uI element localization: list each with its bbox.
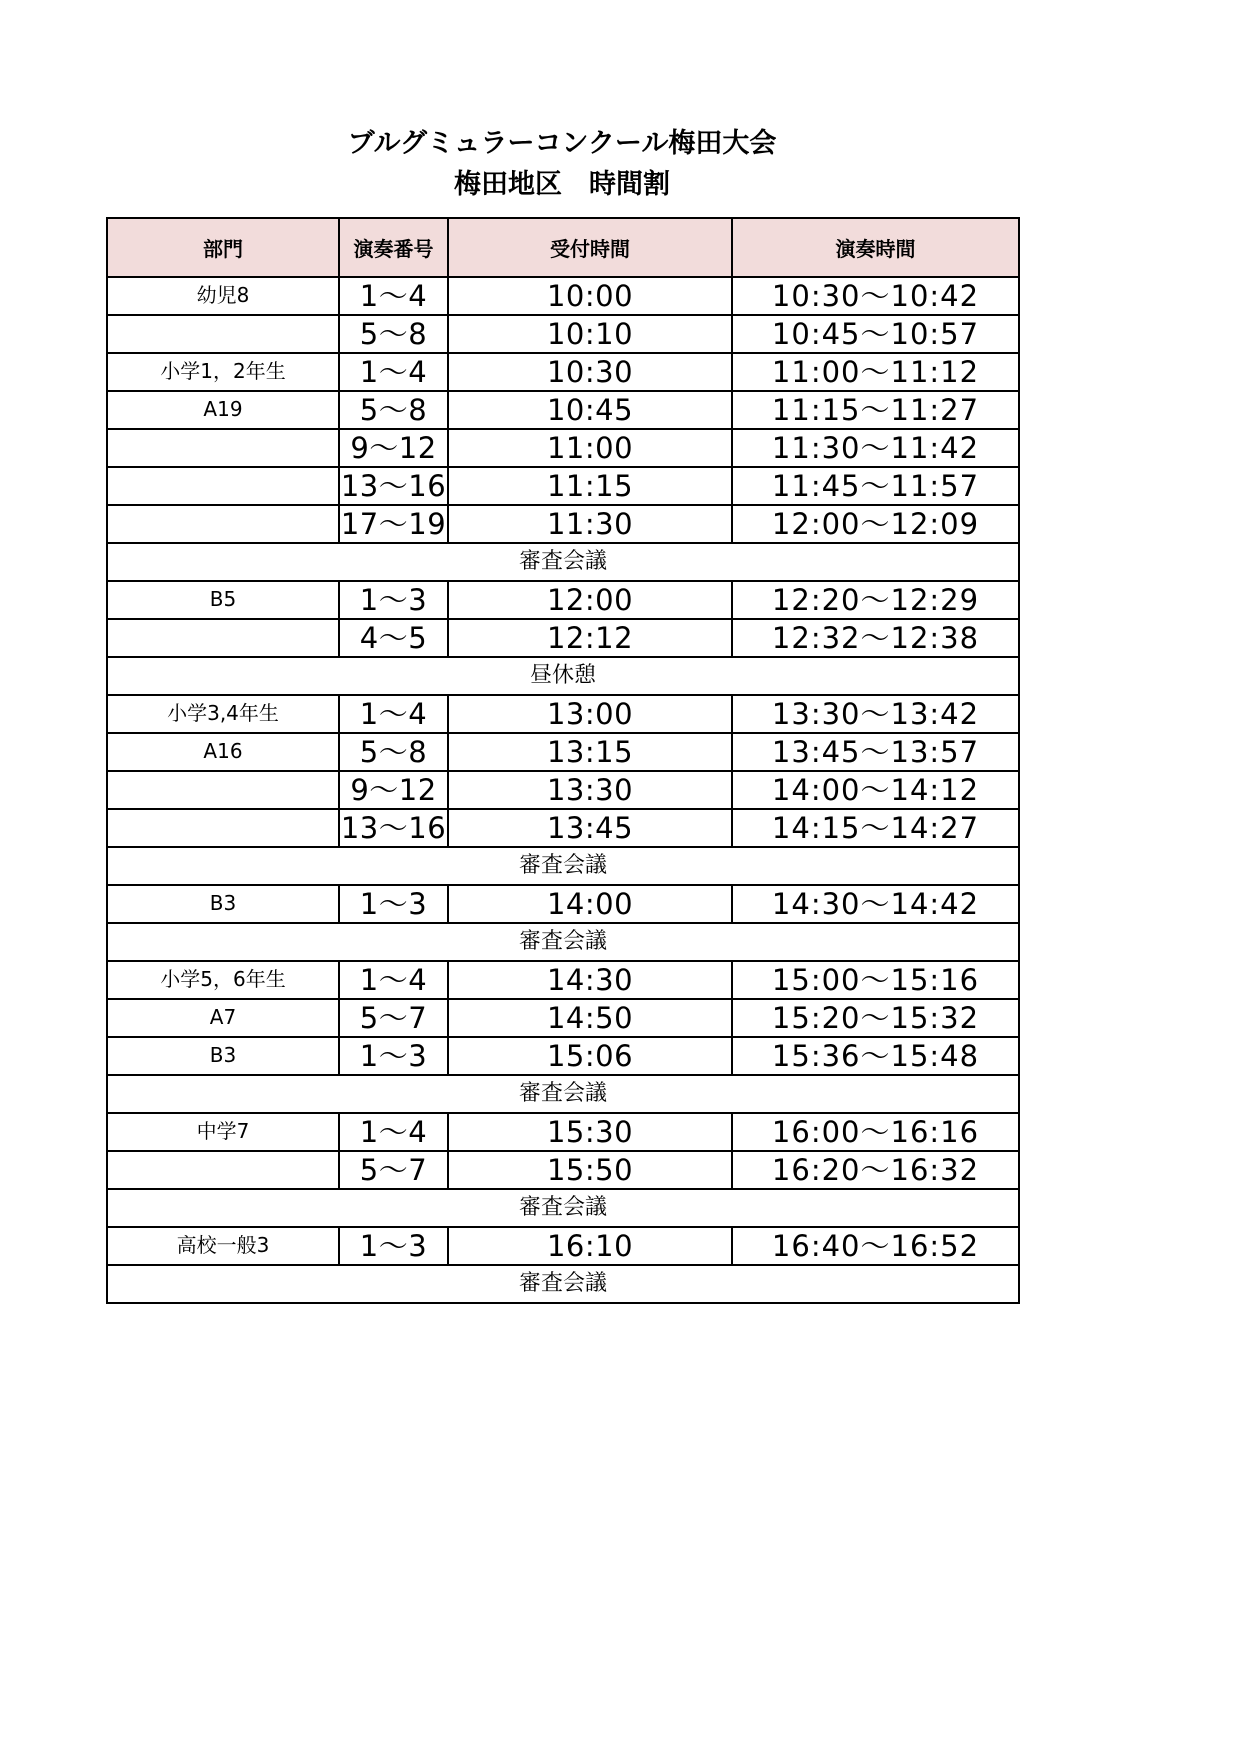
table-row-break (107, 847, 1019, 885)
table-row-break (107, 543, 1019, 581)
table-row (107, 315, 1019, 353)
department-cell (107, 505, 339, 543)
performance-number-cell: 5～8 (339, 391, 448, 429)
department-cell (107, 619, 339, 657)
department-cell (107, 1151, 339, 1189)
performance-number-cell: 13～16 (340, 469, 447, 503)
table-row (107, 467, 1019, 505)
performance-time-cell: 10:45～10:57 (732, 315, 1019, 353)
reception-time-cell: 11:00 (448, 429, 732, 467)
table-row (107, 809, 1019, 847)
table-row (107, 695, 1019, 733)
table-row (107, 999, 1019, 1037)
performance-time-cell: 12:00～12:09 (732, 505, 1019, 543)
department-cell: 高校一般3 (107, 1227, 339, 1265)
reception-time-cell: 13:30 (448, 771, 732, 809)
performance-number-cell: 5～7 (339, 999, 448, 1037)
department-cell: A7 (107, 999, 339, 1037)
reception-time-cell: 10:30 (448, 353, 732, 391)
performance-time-cell: 13:45～13:57 (732, 733, 1019, 771)
table-row (107, 1113, 1019, 1151)
table-row (107, 619, 1019, 657)
table-row (107, 505, 1019, 543)
document-title: ブルグミュラーコンクール梅田大会 (347, 128, 777, 159)
performance-number-cell: 1～4 (339, 1113, 448, 1151)
department-cell (107, 315, 339, 353)
performance-time-cell: 14:00～14:12 (732, 771, 1019, 809)
table-row (107, 391, 1019, 429)
department-cell: 小学5，6年生 (107, 961, 339, 999)
table-row (107, 1037, 1019, 1075)
performance-time-cell: 12:20～12:29 (732, 581, 1019, 619)
performance-time-cell: 14:30～14:42 (732, 885, 1019, 923)
document-subtitle: 梅田地区 時間割 (454, 169, 670, 200)
reception-time-cell: 16:10 (448, 1227, 732, 1265)
performance-number-cell: 13～16 (340, 811, 447, 845)
performance-number-cell: 5～7 (339, 1151, 448, 1189)
performance-time-cell: 11:30～11:42 (732, 429, 1019, 467)
table-header-row (107, 218, 1019, 277)
performance-time-cell: 16:20～16:32 (732, 1151, 1019, 1189)
department-cell: A16 (107, 733, 339, 771)
header-performance-time: 演奏時間 (732, 218, 1019, 277)
performance-number-cell: 9～12 (339, 429, 448, 467)
break-label: 昼休憩 (107, 657, 1019, 695)
table-row-break (107, 923, 1019, 961)
performance-time-cell: 16:00～16:16 (732, 1113, 1019, 1151)
break-label: 審査会議 (107, 1189, 1019, 1227)
table-row (107, 581, 1019, 619)
performance-number-cell: 1～3 (339, 885, 448, 923)
table-row-break (107, 1075, 1019, 1113)
performance-number-cell: 1～3 (339, 581, 448, 619)
department-cell: 小学3,4年生 (107, 695, 339, 733)
performance-time-cell: 15:36～15:48 (732, 1037, 1019, 1075)
header-department: 部門 (107, 218, 339, 277)
department-cell (107, 429, 339, 467)
performance-number-cell: 1～4 (339, 277, 448, 315)
performance-time-cell: 11:45～11:57 (732, 467, 1019, 505)
reception-time-cell: 10:00 (448, 277, 732, 315)
reception-time-cell: 11:30 (448, 505, 732, 543)
reception-time-cell: 14:30 (448, 961, 732, 999)
performance-number-cell: 1～4 (339, 961, 448, 999)
break-label: 審査会議 (107, 1075, 1019, 1113)
reception-time-cell: 12:12 (448, 619, 732, 657)
performance-time-cell: 12:32～12:38 (732, 619, 1019, 657)
department-cell: B5 (107, 581, 339, 619)
performance-number-cell: 1～4 (339, 353, 448, 391)
performance-time-cell: 14:15～14:27 (732, 809, 1019, 847)
table-row (107, 961, 1019, 999)
table-row (107, 429, 1019, 467)
break-label: 審査会議 (107, 923, 1019, 961)
header-performance-number: 演奏番号 (339, 218, 448, 277)
performance-time-cell: 10:30～10:42 (732, 277, 1019, 315)
performance-number-cell: 1～3 (339, 1227, 448, 1265)
table-row-break (107, 1189, 1019, 1227)
performance-number-cell: 5～8 (339, 315, 448, 353)
performance-time-cell: 15:20～15:32 (732, 999, 1019, 1037)
performance-number-cell: 1～4 (339, 695, 448, 733)
schedule-body (107, 277, 1019, 1303)
reception-time-cell: 11:15 (448, 467, 732, 505)
reception-time-cell: 13:00 (448, 695, 732, 733)
department-cell (107, 771, 339, 809)
table-row (107, 1151, 1019, 1189)
reception-time-cell: 13:15 (448, 733, 732, 771)
performance-number-cell: 1～3 (339, 1037, 448, 1075)
performance-number-cell: 9～12 (339, 771, 448, 809)
performance-number-cell: 17～19 (340, 507, 447, 541)
reception-time-cell: 14:00 (448, 885, 732, 923)
reception-time-cell: 13:45 (448, 809, 732, 847)
reception-time-cell: 15:06 (448, 1037, 732, 1075)
table-row (107, 353, 1019, 391)
performance-number-cell: 5～8 (339, 733, 448, 771)
table-row-break (107, 1265, 1019, 1303)
department-cell: 中学7 (107, 1113, 339, 1151)
performance-time-cell: 11:15～11:27 (732, 391, 1019, 429)
table-row (107, 733, 1019, 771)
table-row (107, 1227, 1019, 1265)
performance-time-cell: 13:30～13:42 (732, 695, 1019, 733)
performance-time-cell: 15:00～15:16 (732, 961, 1019, 999)
break-label: 審査会議 (107, 543, 1019, 581)
department-cell: B3 (107, 1037, 339, 1075)
department-cell: 幼児8 (107, 277, 339, 315)
reception-time-cell: 15:50 (448, 1151, 732, 1189)
table-row (107, 277, 1019, 315)
reception-time-cell: 10:45 (448, 391, 732, 429)
department-cell: B3 (107, 885, 339, 923)
department-cell: 小学1，2年生 (107, 353, 339, 391)
reception-time-cell: 14:50 (448, 999, 732, 1037)
performance-time-cell: 16:40～16:52 (732, 1227, 1019, 1265)
table-row (107, 771, 1019, 809)
break-label: 審査会議 (107, 1265, 1019, 1303)
reception-time-cell: 12:00 (448, 581, 732, 619)
performance-time-cell: 11:00～11:12 (732, 353, 1019, 391)
break-label: 審査会議 (107, 847, 1019, 885)
department-cell: A19 (107, 391, 339, 429)
reception-time-cell: 15:30 (448, 1113, 732, 1151)
reception-time-cell: 10:10 (448, 315, 732, 353)
header-reception-time: 受付時間 (448, 218, 732, 277)
table-row-break (107, 657, 1019, 695)
performance-number-cell: 4～5 (339, 619, 448, 657)
department-cell (107, 809, 339, 847)
schedule-table (106, 217, 1020, 1304)
table-row (107, 885, 1019, 923)
department-cell (107, 467, 339, 505)
